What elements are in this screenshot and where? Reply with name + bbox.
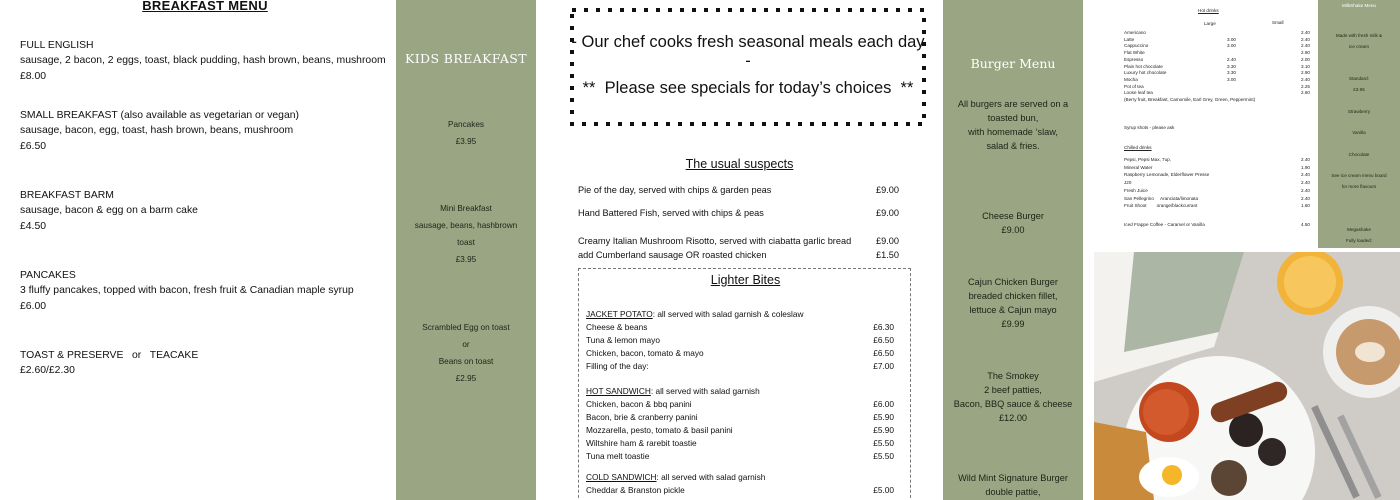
breakfast-item-small-breakfast: [20, 108, 390, 154]
lighter-bites-box: [578, 268, 911, 500]
kids-breakfast-title: KIDS BREAKFAST: [404, 51, 528, 66]
milkshake-line: for more flavours: [1341, 184, 1377, 190]
chilled-drink-row: [1124, 203, 1314, 209]
menu-row: [578, 185, 898, 195]
drink-name: Luxury hot chocolate: [1124, 70, 1167, 76]
drink-name: J20: [1124, 180, 1132, 186]
milkshake-line: Standard:: [1349, 76, 1369, 82]
menu-row-text: Creamy Italian Mushroom Risotto, served with ciabatta garlic bread: [578, 236, 852, 246]
hot-drink-row: [1124, 97, 1314, 103]
hot-drink-row: [1124, 70, 1314, 76]
breakfast-plate-illustration: [1094, 252, 1400, 500]
chilled-drink-row: [1124, 196, 1314, 202]
drink-small-price: 2.90: [1301, 70, 1310, 76]
burger-line: 2 beef patties,: [984, 385, 1042, 395]
syrup-line: Syrup shots - please ask: [1124, 125, 1175, 130]
breakfast-item-full-english: [20, 38, 390, 84]
lighter-bites-title: Lighter Bites: [710, 273, 781, 287]
burger-menu-panel: [943, 0, 1083, 500]
chilled-drink-row: [1124, 165, 1314, 171]
kids-line: Beans on toast: [438, 357, 494, 366]
kids-line: sausage, beans, hashbrown: [414, 221, 518, 230]
kids-item-eggs-beans: [396, 319, 536, 387]
drink-name: Pot of tea: [1124, 83, 1144, 89]
item-price: £6.00: [20, 300, 47, 312]
drink-name: San Pellegrino Aranciata/limonata: [1124, 195, 1199, 201]
lighter-section-jacket: [586, 309, 904, 319]
drink-price: 2.40: [1301, 195, 1310, 201]
lighter-row: [586, 485, 904, 495]
lighter-row-text: Chicken, bacon, tomato & mayo: [586, 348, 704, 358]
drink-large-price: 3.00: [1227, 36, 1236, 42]
lighter-row-price: £6.50: [873, 348, 894, 358]
drink-price: 2.40: [1301, 172, 1310, 178]
drink-small-price: 2.90: [1301, 50, 1310, 56]
breakfast-menu-title: BREAKFAST MENU: [142, 0, 268, 13]
drink-price: 1.60: [1301, 203, 1310, 209]
burger-line: Cajun Chicken Burger: [968, 277, 1058, 287]
menu-row: [578, 208, 898, 218]
drink-large-price: 3.30: [1227, 63, 1236, 69]
lighter-row-text: Wiltshire ham & rarebit toastie: [586, 438, 697, 448]
breakfast-item-toast: [20, 348, 390, 379]
menu-row-text: Pie of the day, served with chips & garden peas: [578, 185, 772, 195]
menu-row-price: £9.00: [876, 185, 899, 195]
hot-drink-row: [1124, 30, 1314, 36]
lighter-row-price: £5.90: [873, 412, 894, 422]
drink-small-price: 2.00: [1301, 56, 1310, 62]
drink-price: 2.40: [1301, 157, 1310, 162]
drink-name: Loose leaf tea: [1124, 90, 1153, 96]
milkshake-line: Vanilla: [1352, 130, 1366, 136]
chilled-drink-row: [1124, 172, 1314, 178]
burger-line: Wild Mint Signature Burger: [958, 473, 1068, 483]
lighter-row-text: Mozzarella, pesto, tomato & basil panini: [586, 425, 733, 435]
lighter-row: [586, 322, 904, 332]
lighter-row: [586, 335, 904, 345]
lighter-row-text: Tuna melt toastie: [586, 451, 650, 461]
iced-price: 4.50: [1301, 222, 1310, 227]
menu-row-price: £9.00: [876, 236, 899, 246]
breakfast-item-barm: [20, 188, 390, 234]
lighter-row-text: Tuna & lemon mayo: [586, 335, 660, 345]
drink-name: Pepsi, Pepsi Max, 7up,: [1124, 157, 1171, 162]
burger-item-smokey: [951, 369, 1075, 425]
item-description: sausage, 2 bacon, 2 eggs, toast, black pudding, hash brown, beans, mushroom: [20, 55, 386, 67]
drink-large-price: 3.30: [1227, 70, 1236, 76]
item-price: £8.00: [20, 70, 47, 82]
lighter-row-price: £6.30: [873, 322, 894, 332]
drink-large-price: 2.40: [1227, 56, 1236, 62]
item-name: PANCAKES: [20, 270, 76, 281]
burger-intro: [951, 97, 1075, 153]
menu-row-text: Hand Battered Fish, served with chips & peas: [578, 208, 764, 218]
drink-price: 1.90: [1301, 164, 1310, 170]
burger-line: £9.00: [1001, 225, 1025, 235]
kids-line: Scrambled Egg on toast: [422, 323, 510, 332]
burger-line: lettuce & Cajun mayo: [969, 305, 1057, 315]
hot-drink-row: [1124, 84, 1314, 90]
chilled-drink-row: [1124, 157, 1314, 163]
kids-line: £3.95: [455, 137, 477, 146]
drink-name: Raspberry Lemonade, Elderflower Presse: [1124, 172, 1210, 178]
main-menu-panel: [536, 0, 943, 500]
item-price: £4.50: [20, 220, 47, 232]
hot-drink-row: [1124, 77, 1314, 83]
drink-price: 2.40: [1301, 187, 1310, 193]
burger-line: breaded chicken fillet,: [968, 291, 1058, 301]
drink-name: Flat White: [1124, 50, 1145, 56]
section-note: : all served with salad garnish & coleslaw: [652, 309, 804, 319]
burger-line: Bacon, BBQ sauce & cheese: [953, 399, 1073, 409]
hot-drink-row: [1124, 57, 1314, 63]
banner-line-specials: ** Please see specials for today’s choices **: [582, 79, 914, 97]
milkshake-line: Chocolate: [1348, 151, 1370, 157]
lighter-row: [586, 451, 904, 461]
burger-item-cajun: [951, 275, 1075, 331]
drink-name: Cappuccino: [1124, 43, 1149, 49]
menu-row-text: add Cumberland sausage OR roasted chicken: [578, 250, 767, 260]
lighter-row-text: Cheese & beans: [586, 322, 648, 332]
drink-small-price: 2.40: [1301, 76, 1310, 82]
lighter-row: [586, 361, 904, 371]
chilled-drinks-title: Chilled drinks: [1124, 145, 1152, 150]
item-name: BREAKFAST BARM: [20, 190, 114, 201]
kids-line: toast: [457, 238, 475, 247]
drink-name: Fruit Shoot orange/blackcurrant: [1124, 203, 1198, 209]
kids-breakfast-panel: [396, 0, 536, 500]
drink-small-price: 2.60: [1301, 90, 1310, 96]
burger-line: Cheese Burger: [982, 211, 1044, 221]
milkshake-line: Megashake: [1347, 227, 1371, 233]
milkshake-line: Fully loaded:: [1345, 238, 1373, 244]
section-note: : all served with salad garnish: [650, 386, 760, 396]
drink-name: Mineral Water: [1124, 164, 1153, 170]
lighter-row: [586, 412, 904, 422]
drink-name: Espresso: [1124, 56, 1144, 62]
intro-line: All burgers are served on a: [957, 99, 1069, 109]
drinks-price-list: [1094, 0, 1318, 248]
lighter-row-text: Filling of the day:: [586, 361, 649, 371]
kids-item-mini-breakfast: [396, 200, 536, 268]
lighter-row-price: £5.00: [873, 485, 894, 495]
lighter-row-price: £6.00: [873, 399, 894, 409]
hot-drink-row: [1124, 90, 1314, 96]
menu-row-price: £9.00: [876, 208, 899, 218]
milkshake-line: See ice cream menu board: [1331, 173, 1387, 179]
item-price: £2.60/£2.30: [20, 365, 75, 377]
burger-line: double pattie,: [985, 487, 1041, 497]
drink-small-price: 2.40: [1301, 30, 1310, 35]
menu-row-price: £1.50: [876, 250, 899, 260]
burger-line: £9.99: [1001, 319, 1025, 329]
col-small-header: Small: [1272, 20, 1284, 25]
kids-line: Mini Breakfast: [440, 204, 492, 213]
menu-row: [578, 250, 898, 260]
milkshake-panel: [1318, 0, 1400, 248]
hot-drink-row: [1124, 64, 1314, 70]
specials-banner: [570, 8, 926, 126]
drink-name: Plain hot chocolate: [1124, 63, 1163, 69]
lighter-row-price: £7.00: [873, 361, 894, 371]
lighter-row-text: Chicken, bacon & bbq panini: [586, 399, 692, 409]
iced-text: Iced Frappe Coffee - Caramel or Vanilla: [1124, 222, 1205, 227]
kids-line: £2.95: [455, 374, 477, 383]
usual-suspects-title: The usual suspects: [685, 157, 794, 171]
milkshake-line: £3.95: [1353, 87, 1365, 92]
lighter-row-price: £5.90: [873, 425, 894, 435]
chilled-drink-row: [1124, 180, 1314, 186]
drink-small-price: 2.25: [1301, 83, 1310, 89]
hot-drinks-title: Hot drinks: [1198, 8, 1219, 13]
drink-name: Americano: [1124, 30, 1146, 35]
intro-line: toasted bun,: [987, 113, 1039, 123]
drink-large-price: 3.00: [1227, 43, 1236, 49]
section-note: : all served with salad garnish: [656, 472, 766, 482]
iced-frappe-row: [1124, 222, 1310, 228]
milkshake-line: Strawberry: [1347, 108, 1371, 114]
section-heading: JACKET POTATO: [586, 309, 653, 319]
lighter-row-text: Cheddar & Branston pickle: [586, 485, 685, 495]
lighter-row-price: £5.50: [873, 438, 894, 448]
drink-name: Fresh Juice: [1124, 187, 1148, 193]
intro-line: with homemade ‘slaw,: [968, 127, 1058, 137]
kids-line: or: [462, 340, 470, 349]
kids-line: £3.95: [455, 255, 477, 264]
kids-line: Pancakes: [448, 120, 484, 129]
drink-price: 2.40: [1301, 180, 1310, 186]
burger-line: The Smokey: [987, 371, 1039, 381]
milkshake-title: MilkShake Menu: [1342, 3, 1376, 8]
lighter-row: [586, 399, 904, 409]
hot-drink-row: [1124, 37, 1314, 43]
item-name: FULL ENGLISH: [20, 40, 94, 51]
chilled-drink-row: [1124, 188, 1314, 194]
drink-name: (Berry fruit, Breakfast, Camomile, Earl Grey, Green, Peppermint): [1124, 97, 1256, 102]
drink-small-price: 3.10: [1301, 63, 1310, 69]
lighter-section-hot-sandwich: [586, 386, 904, 396]
col-large-header: Large: [1204, 21, 1216, 26]
intro-line: salad & fries.: [986, 141, 1040, 151]
item-description: sausage, bacon & egg on a barm cake: [20, 205, 198, 217]
burger-item-cheese: [951, 209, 1075, 237]
section-heading: COLD SANDWICH: [586, 472, 657, 482]
kids-item-pancakes: [396, 116, 536, 150]
menu-row: [578, 236, 898, 246]
milkshake-line: Made with fresh milk &: [1335, 33, 1383, 38]
hot-drink-row: [1124, 50, 1314, 56]
lighter-row-text: Bacon, brie & cranberry panini: [586, 412, 698, 422]
lighter-row: [586, 438, 904, 448]
drink-small-price: 2.40: [1301, 43, 1310, 49]
drink-name: Mocha: [1124, 76, 1138, 82]
item-name: TOAST & PRESERVE or TEACAKE: [20, 350, 199, 361]
burger-item-wild-mint: [951, 471, 1075, 499]
drink-name: Latte: [1124, 36, 1135, 42]
lighter-row-price: £5.50: [873, 451, 894, 461]
breakfast-photo: [1094, 252, 1400, 500]
item-price: £6.50: [20, 140, 47, 152]
hot-drink-row: [1124, 43, 1314, 49]
drink-large-price: 3.00: [1227, 76, 1236, 82]
item-description: 3 fluffy pancakes, topped with bacon, fresh fruit & Canadian maple syrup: [20, 285, 354, 297]
lighter-section-cold-sandwich: [586, 472, 904, 482]
lighter-row: [586, 425, 904, 435]
lighter-row: [586, 348, 904, 358]
milkshake-line: ice cream: [1349, 43, 1369, 49]
breakfast-menu-panel: [0, 0, 396, 500]
banner-line-chef: - Our chef cooks fresh seasonal meals each day -: [571, 33, 925, 70]
item-name: SMALL BREAKFAST (also available as vegetarian or vegan): [20, 110, 299, 121]
burger-line: £12.00: [998, 413, 1028, 423]
lighter-row-price: £6.50: [873, 335, 894, 345]
breakfast-item-pancakes: [20, 268, 390, 314]
section-heading: HOT SANDWICH: [586, 386, 651, 396]
drink-small-price: 2.40: [1301, 36, 1310, 42]
burger-menu-title: Burger Menu: [970, 56, 1056, 71]
item-description: sausage, bacon, egg, toast, hash brown, beans, mushroom: [20, 125, 294, 137]
